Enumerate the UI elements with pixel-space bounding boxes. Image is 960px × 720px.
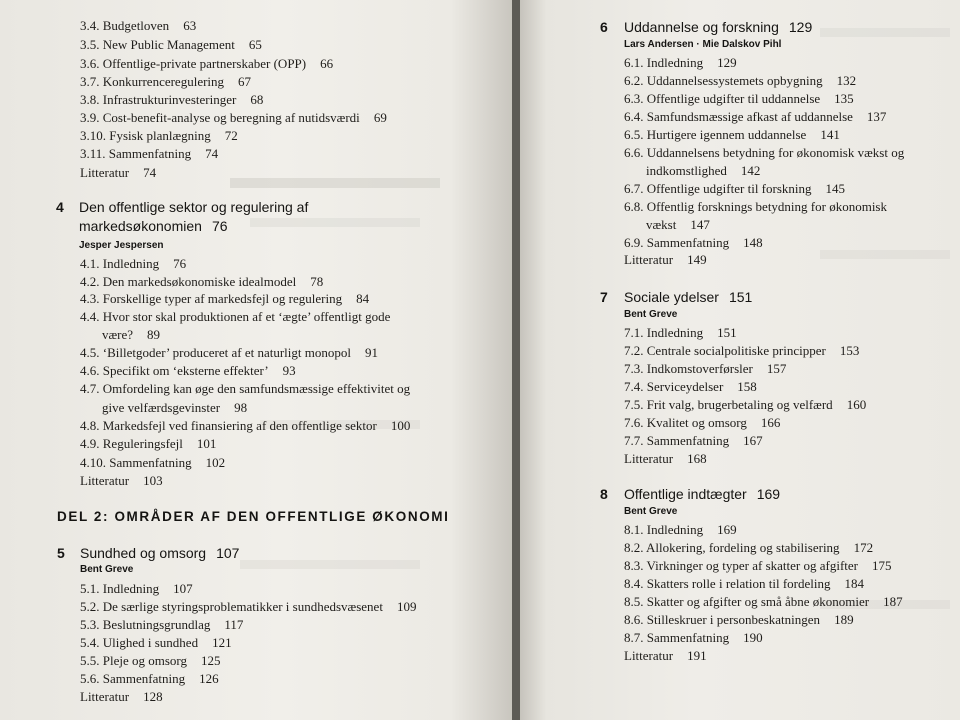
chapter-5-heading[interactable] — [57, 545, 437, 565]
toc-entry[interactable]: 3.4. Budgetloven 63 — [80, 18, 197, 33]
toc-entry[interactable]: 4.8. Markedsfejl ved finansiering af den offentlige sektor 100 — [80, 418, 411, 433]
toc-entry[interactable]: 3.7. Konkurrenceregulering 67 — [80, 74, 252, 89]
toc-entry[interactable]: 8.7. Sammenfatning 190 — [624, 630, 763, 645]
right-page — [520, 0, 960, 720]
toc-entry[interactable]: 4.3. Forskellige typer af markedsfejl og regulering 84 — [80, 291, 370, 306]
toc-entry[interactable]: 3.5. New Public Management 65 — [80, 37, 262, 52]
toc-entry[interactable]: Litteratur 149 — [624, 252, 707, 267]
chapter-page: 107 — [216, 545, 240, 561]
toc-entry[interactable]: 4.2. Den markedsøkonomiske idealmodel 78 — [80, 274, 324, 289]
toc-entry[interactable]: 8.1. Indledning 169 — [624, 522, 737, 537]
chapter-title: Sociale ydelser 151 — [624, 289, 753, 305]
toc-entry[interactable]: 7.4. Serviceydelser 158 — [624, 379, 757, 394]
toc-entry[interactable]: 4.6. Specifikt om ‘eksterne effekter’ 93 — [80, 363, 296, 378]
chapter-number: 5 — [57, 545, 65, 561]
toc-entry[interactable]: 8.6. Stilleskruer i personbeskatningen 189 — [624, 612, 854, 627]
toc-entry[interactable]: 4.7. Omfordeling kan øge den samfundsmæssige effektivitet og — [80, 381, 411, 396]
chapter-number: 6 — [600, 19, 608, 35]
toc-entry[interactable]: 3.11. Sammenfatning 74 — [80, 146, 219, 161]
toc-entry[interactable]: 6.1. Indledning 129 — [624, 55, 737, 70]
toc-entry[interactable]: 6.2. Uddannelsessystemets opbygning 132 — [624, 73, 857, 88]
chapter-page: 169 — [756, 486, 781, 502]
toc-entry[interactable]: 8.2. Allokering, fordeling og stabilisering 172 — [624, 540, 874, 555]
toc-entry[interactable]: 5.6. Sammenfatning 126 — [80, 671, 219, 686]
chapter-number: 8 — [600, 486, 608, 502]
toc-entry[interactable]: 7.6. Kvalitet og omsorg 166 — [624, 415, 781, 430]
toc-entry[interactable]: 7.5. Frit valg, brugerbetaling og velfærd 160 — [624, 397, 867, 412]
chapter-title: Offentlige indtægter 169 — [624, 486, 781, 502]
toc-entry[interactable]: 8.4. Skatters rolle i relation til fordeling 184 — [624, 576, 865, 591]
chapter-title: Sundhed og omsorg 107 — [80, 545, 240, 561]
toc-entry[interactable]: 5.5. Pleje og omsorg 125 — [80, 653, 221, 668]
chapter-4-heading[interactable] — [56, 199, 436, 239]
toc-entry[interactable]: 7.1. Indledning 151 — [624, 325, 737, 340]
toc-entry[interactable]: 5.2. De særlige styringsproblematikker i sundhedsvæsenet 109 — [80, 599, 417, 614]
toc-entry[interactable]: Litteratur 128 — [80, 689, 163, 704]
chapter-author: Jesper Jespersen — [79, 240, 164, 251]
chapter-page: 76 — [211, 218, 228, 234]
toc-entry[interactable]: 6.5. Hurtigere igennem uddannelse 141 — [624, 127, 840, 142]
toc-entry[interactable]: Litteratur 191 — [624, 648, 707, 663]
chapter-7-heading[interactable] — [600, 289, 940, 309]
toc-entry-continuation[interactable]: være? 89 — [102, 327, 161, 342]
toc-entry[interactable]: 3.8. Infrastrukturinvesteringer 68 — [80, 92, 264, 107]
chapter-author: Bent Greve — [624, 309, 678, 320]
toc-entry[interactable]: 6.7. Offentlige udgifter til forskning 145 — [624, 181, 846, 196]
toc-entry[interactable]: 5.1. Indledning 107 — [80, 581, 193, 596]
toc-entry[interactable]: 6.8. Offentlig forsknings betydning for økonomisk — [624, 199, 887, 214]
chapter-title-line1: Den offentlige sektor og regulering af — [79, 199, 309, 215]
toc-entry-continuation[interactable]: give velfærdsgevinster 98 — [102, 400, 248, 415]
toc-entry[interactable]: 5.3. Beslutningsgrundlag 117 — [80, 617, 244, 632]
chapter-author: Bent Greve — [624, 506, 678, 517]
toc-entry[interactable]: 8.3. Virkninger og typer af skatter og afgifter 175 — [624, 558, 892, 573]
toc-entry[interactable]: Litteratur 74 — [80, 165, 157, 180]
toc-entry[interactable]: 4.1. Indledning 76 — [80, 256, 187, 271]
toc-entry[interactable]: 7.3. Indkomstoverførsler 157 — [624, 361, 787, 376]
toc-entry[interactable]: 4.4. Hvor stor skal produktionen af et ‘ægte’ offentligt gode — [80, 309, 391, 324]
toc-entry[interactable]: 6.3. Offentlige udgifter til uddannelse 135 — [624, 91, 854, 106]
toc-entry-continuation[interactable]: indkomstlighed 142 — [646, 163, 761, 178]
chapter-title: Uddannelse og forskning 129 — [624, 19, 813, 35]
toc-entry-continuation[interactable]: vækst 147 — [646, 217, 710, 232]
bleed-through-block — [820, 250, 950, 259]
toc-entry[interactable]: 7.7. Sammenfatning 167 — [624, 433, 763, 448]
chapter-6-heading[interactable] — [600, 19, 940, 39]
chapter-author: Lars Andersen · Mie Dalskov Pihl — [624, 39, 782, 50]
toc-entry[interactable]: 4.5. ‘Billetgoder’ produceret af et naturligt monopol 91 — [80, 345, 378, 360]
toc-entry[interactable]: 3.9. Cost-benefit-analyse og beregning af nutidsværdi 69 — [80, 110, 387, 125]
chapter-page: 129 — [788, 19, 813, 35]
chapter-number: 4 — [56, 199, 64, 215]
toc-entry[interactable]: Litteratur 168 — [624, 451, 707, 466]
toc-entry[interactable]: Litteratur 103 — [80, 473, 163, 488]
toc-entry[interactable]: 5.4. Ulighed i sundhed 121 — [80, 635, 232, 650]
toc-entry[interactable]: 3.6. Offentlige-private partnerskaber (OPP) 66 — [80, 56, 334, 71]
toc-entry[interactable]: 4.9. Reguleringsfejl 101 — [80, 436, 217, 451]
chapter-page: 151 — [728, 289, 753, 305]
toc-entry[interactable]: 6.6. Uddannelsens betydning for økonomisk vækst og — [624, 145, 905, 160]
toc-entry[interactable]: 6.4. Samfundsmæssige afkast af uddannelse 137 — [624, 109, 887, 124]
chapter-number: 7 — [600, 289, 608, 305]
part-heading[interactable]: DEL 2: OMRÅDER AF DEN OFFENTLIGE ØKONOMI — [57, 509, 450, 524]
toc-entry[interactable]: 6.9. Sammenfatning 148 — [624, 235, 763, 250]
chapter-8-heading[interactable] — [600, 486, 940, 506]
toc-entry[interactable]: 3.10. Fysisk planlægning 72 — [80, 128, 238, 143]
chapter-author: Bent Greve — [80, 564, 134, 575]
toc-entry[interactable]: 8.5. Skatter og afgifter og små åbne økonomier 187 — [624, 594, 903, 609]
toc-entry[interactable]: 7.2. Centrale socialpolitiske principper 153 — [624, 343, 860, 358]
bleed-through-block — [230, 178, 440, 188]
toc-entry[interactable]: 4.10. Sammenfatning 102 — [80, 455, 226, 470]
chapter-title-line2: markedsøkonomien 76 — [79, 218, 228, 234]
